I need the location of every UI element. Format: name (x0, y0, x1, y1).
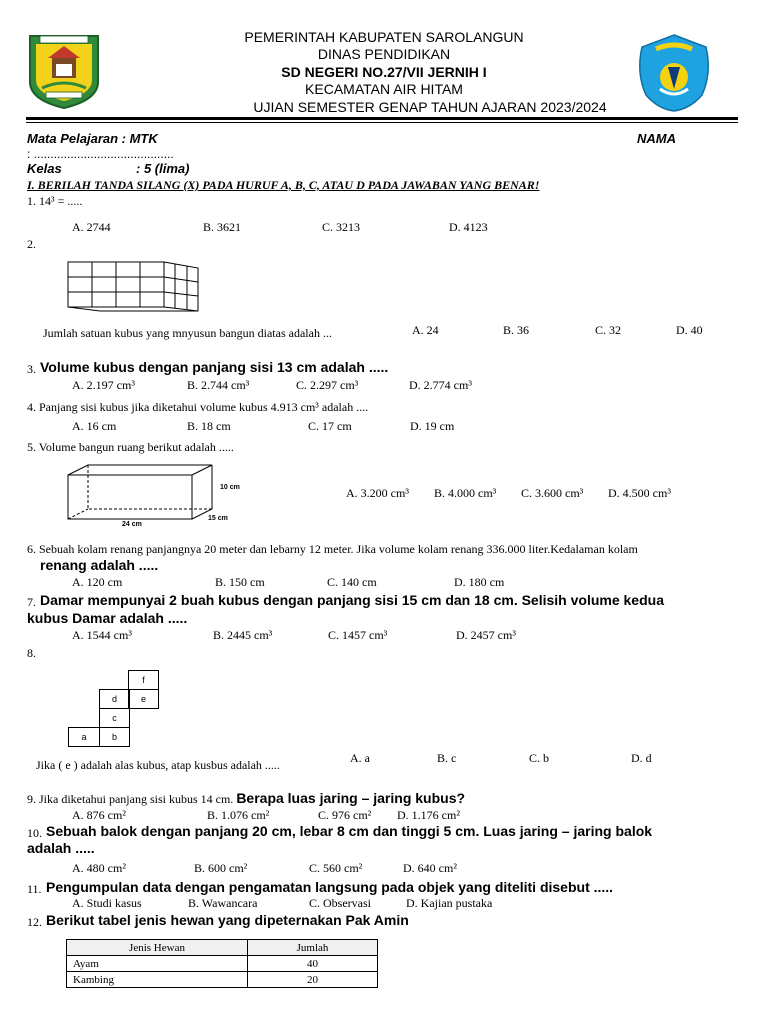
q6-option-a[interactable]: A. 120 cm (72, 575, 123, 589)
table-cell-count: 20 (248, 972, 378, 988)
q11-option-a[interactable]: A. Studi kasus (72, 896, 142, 910)
q8-option-a[interactable]: A. a (350, 751, 370, 765)
q10-option-d[interactable]: D. 640 cm² (403, 861, 457, 875)
question-7-cont: kubus Damar adalah ..... (27, 610, 188, 626)
q8-option-b[interactable]: B. c (437, 751, 457, 765)
question-3-number: 3. (27, 362, 36, 376)
q3-option-b[interactable]: B. 2.744 cm³ (187, 378, 250, 392)
q2-option-d[interactable]: D. 40 (676, 323, 703, 337)
q4-option-a[interactable]: A. 16 cm (72, 419, 117, 433)
cube-net-figure (68, 670, 160, 748)
question-7: Damar mempunyai 2 buah kubus dengan panjang sisi 15 cm dan 18 cm. Selisih volume kedua (40, 592, 664, 608)
net-label-d: d (111, 694, 117, 704)
q1-option-c[interactable]: C. 3213 (322, 220, 361, 234)
net-label-b: b (111, 732, 117, 742)
q11-option-d[interactable]: D. Kajian pustaka (406, 896, 493, 910)
q7-option-c[interactable]: C. 1457 cm³ (328, 628, 388, 642)
net-square-b (99, 727, 130, 747)
question-3: Volume kubus dengan panjang sisi 13 cm adalah ..... (40, 359, 389, 375)
header-line-1: PEMERINTAH KABUPATEN SAROLANGUN (244, 29, 524, 45)
cube-stack-figure (66, 256, 202, 320)
q7-option-b[interactable]: B. 2445 cm³ (213, 628, 273, 642)
net-square-c (99, 708, 130, 728)
q3-option-a[interactable]: A. 2.197 cm³ (72, 378, 135, 392)
q1-option-a[interactable]: A. 2744 (72, 220, 111, 234)
net-square-a (68, 727, 100, 747)
q6-option-b[interactable]: B. 150 cm (215, 575, 265, 589)
question-7-number: 7. (27, 595, 36, 609)
net-square-e (128, 689, 159, 709)
table-cell-count: 40 (248, 956, 378, 972)
header-divider-thin (26, 122, 738, 123)
q5-height-label: 10 cm (220, 484, 240, 491)
net-square-f (128, 670, 159, 690)
class-value: : 5 (lima) (136, 161, 190, 176)
question-11: Pengumpulan data dengan pengamatan langsung pada objek yang diteliti disebut ..... (46, 879, 614, 895)
q2-option-a[interactable]: A. 24 (412, 323, 439, 337)
header-divider (26, 117, 738, 120)
q3-option-d[interactable]: D. 2.774 cm³ (409, 378, 472, 392)
table-cell-animal: Ayam (67, 956, 248, 972)
table-header-row (67, 940, 378, 956)
question-11-number: 11. (27, 882, 42, 896)
net-label-f: f (142, 675, 145, 685)
header-exam-title: UJIAN SEMESTER GENAP TAHUN AJARAN 2023/2024 (253, 99, 607, 115)
q4-option-c[interactable]: C. 17 cm (308, 419, 352, 433)
q10-option-c[interactable]: C. 560 cm² (309, 861, 363, 875)
table-header-count: Jumlah (248, 940, 378, 956)
question-9 (27, 790, 465, 807)
name-fill-line: : .......................................... (27, 147, 174, 161)
class-label: Kelas (27, 161, 62, 176)
q11-option-b[interactable]: B. Wawancara (188, 896, 258, 910)
q9-option-c[interactable]: C. 976 cm² (318, 808, 372, 822)
q2-option-b[interactable]: B. 36 (503, 323, 530, 337)
livestock-table (66, 939, 378, 988)
table-header-animal: Jenis Hewan (67, 940, 248, 956)
instruction: I. BERILAH TANDA SILANG (X) PADA HURUF A, B, C, ATAU D PADA JAWABAN YANG BENAR! (27, 178, 540, 192)
q1-option-d[interactable]: D. 4123 (449, 220, 488, 234)
q9-option-d[interactable]: D. 1.176 cm² (397, 808, 460, 822)
q7-option-a[interactable]: A. 1544 cm³ (72, 628, 132, 642)
header-school-name: SD NEGERI NO.27/VII JERNIH I (281, 64, 487, 80)
q5-option-a[interactable]: A. 3.200 cm³ (346, 486, 409, 500)
question-8-number: 8. (27, 646, 36, 660)
header-line-2: DINAS PENDIDIKAN (317, 46, 451, 62)
q4-option-d[interactable]: D. 19 cm (410, 419, 455, 433)
net-square-d (99, 689, 130, 709)
question-1: 1. 14³ = ..... (27, 194, 83, 208)
question-6-cont: renang adalah ..... (40, 557, 159, 573)
q9-option-b[interactable]: B. 1.076 cm² (207, 808, 270, 822)
net-label-c: c (112, 713, 117, 723)
net-label-a: a (81, 732, 87, 742)
q5-length-label: 24 cm (122, 521, 142, 528)
question-12-number: 12. (27, 915, 42, 929)
subject-label: Mata Pelajaran : MTK (27, 131, 158, 146)
question-8: Jika ( e ) adalah alas kubus, atap kusbus adalah ..... (36, 758, 280, 772)
name-label: NAMA (637, 131, 676, 146)
q5-option-c[interactable]: C. 3.600 cm³ (521, 486, 584, 500)
table-row (67, 956, 378, 972)
question-12: Berikut tabel jenis hewan yang dipeternakan Pak Amin (46, 912, 409, 928)
q5-option-b[interactable]: B. 4.000 cm³ (434, 486, 497, 500)
question-10-cont: adalah ..... (27, 840, 95, 856)
question-6: 6. Sebuah kolam renang panjangnya 20 meter dan lebarny 12 meter. Jika volume kolam renang 336.000 liter.Kedalaman kolam (27, 542, 638, 556)
q10-option-b[interactable]: B. 600 cm² (194, 861, 248, 875)
q5-width-label: 15 cm (208, 515, 228, 522)
q5-option-d[interactable]: D. 4.500 cm³ (608, 486, 671, 500)
cuboid-figure (64, 463, 248, 535)
question-4: 4. Panjang sisi kubus jika diketahui volume kubus 4.913 cm³ adalah .... (27, 400, 369, 414)
header-line-4: KECAMATAN AIR HITAM (305, 81, 463, 97)
question-10: Sebuah balok dengan panjang 20 cm, lebar 8 cm dan tinggi 5 cm. Luas jaring – jaring balok (46, 823, 653, 839)
q9-option-a[interactable]: A. 876 cm² (72, 808, 126, 822)
q4-option-b[interactable]: B. 18 cm (187, 419, 231, 433)
question-2-number: 2. (27, 237, 36, 251)
question-2: Jumlah satuan kubus yang mnyusun bangun diatas adalah ... (43, 326, 332, 340)
q11-option-c[interactable]: C. Observasi (309, 896, 371, 910)
net-label-e: e (140, 694, 146, 704)
question-10-number: 10. (27, 826, 42, 840)
q2-option-c[interactable]: C. 32 (595, 323, 622, 337)
q1-option-b[interactable]: B. 3621 (203, 220, 242, 234)
q10-option-a[interactable]: A. 480 cm² (72, 861, 126, 875)
q8-option-d[interactable]: D. d (631, 751, 652, 765)
q6-option-d[interactable]: D. 180 cm (454, 575, 505, 589)
q6-option-c[interactable]: C. 140 cm (327, 575, 377, 589)
q8-option-c[interactable]: C. b (529, 751, 550, 765)
question-9-bold: Berapa luas jaring – jaring kubus? (236, 790, 466, 806)
table-cell-animal: Kambing (67, 972, 248, 988)
question-9-text: 9. Jika diketahui panjang sisi kubus 14 cm. (27, 792, 234, 806)
q3-option-c[interactable]: C. 2.297 cm³ (296, 378, 359, 392)
question-5: 5. Volume bangun ruang berikut adalah ..... (27, 440, 234, 454)
table-row (67, 972, 378, 988)
q7-option-d[interactable]: D. 2457 cm³ (456, 628, 516, 642)
